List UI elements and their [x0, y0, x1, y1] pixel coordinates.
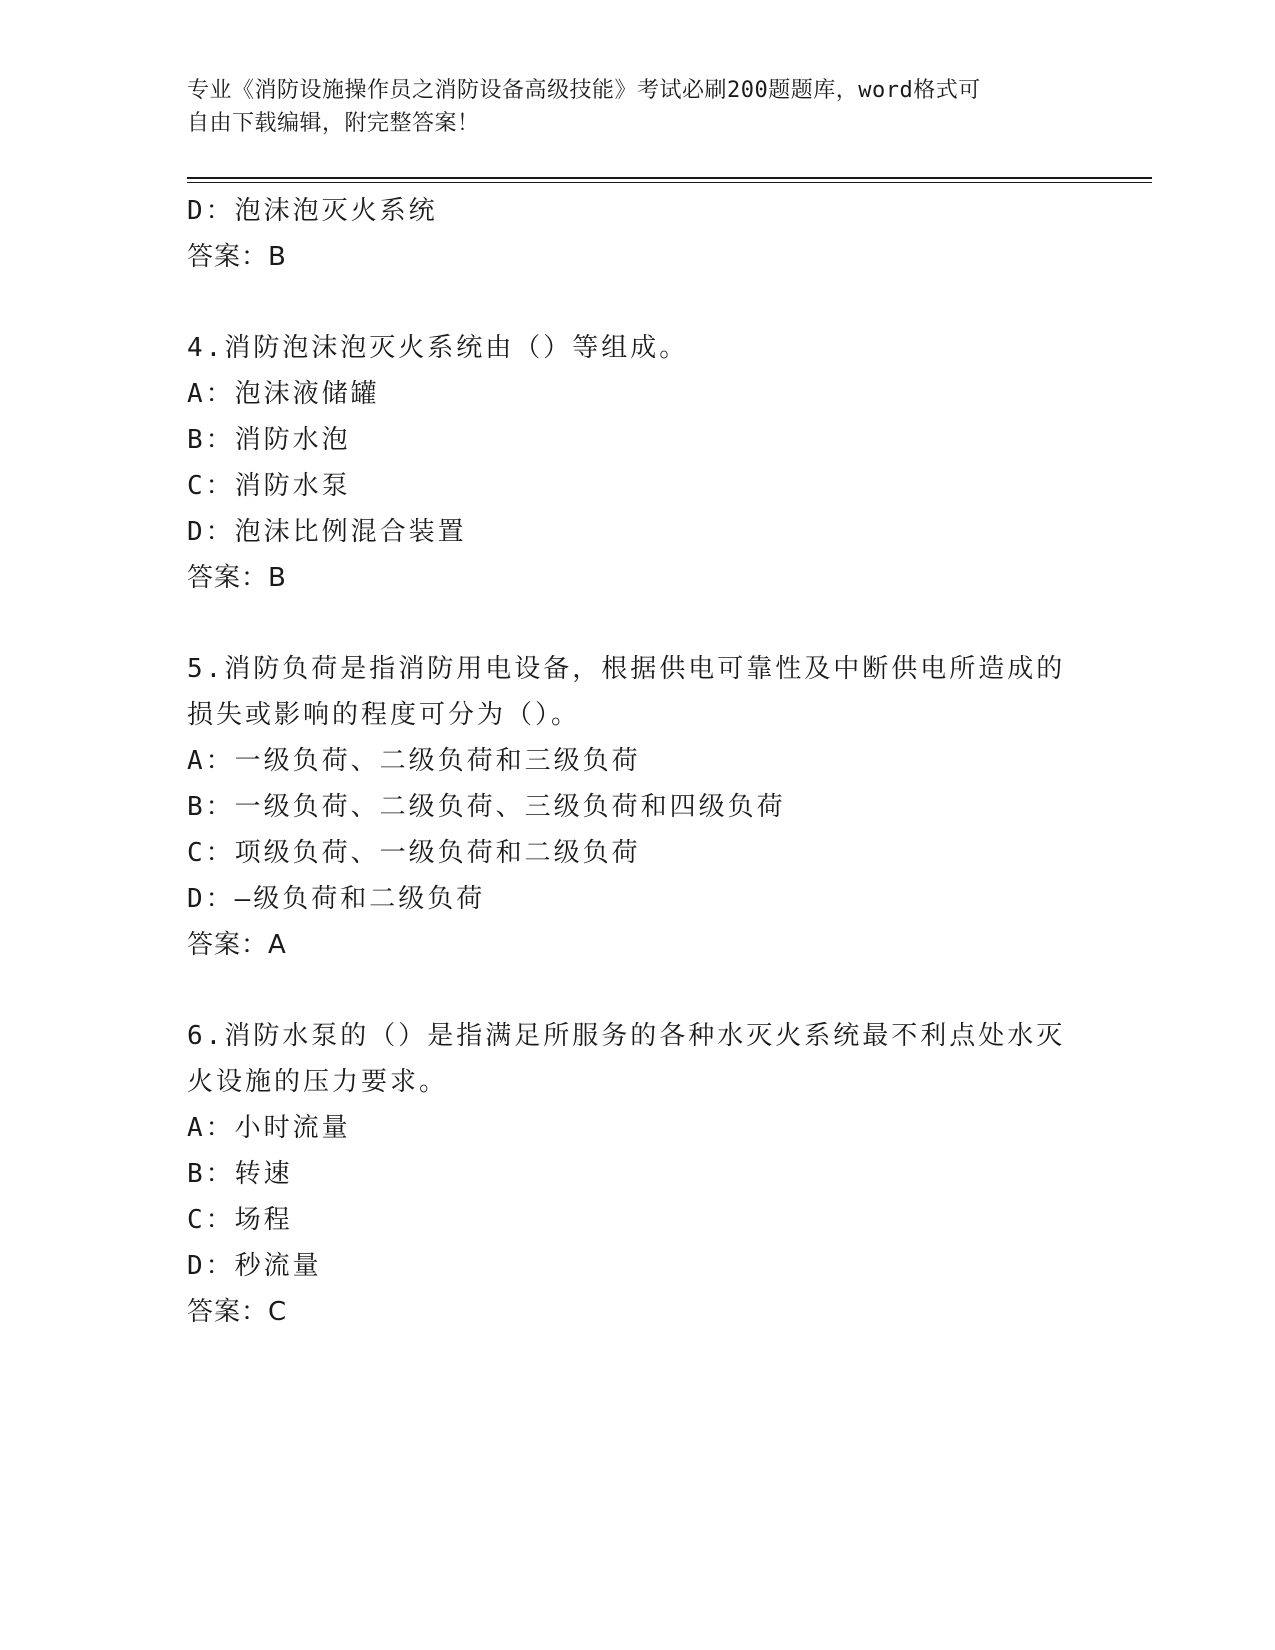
question-stem-line-2: 损失或影响的程度可分为（）。 [187, 700, 581, 730]
option-c: C：项级负荷、一级负荷和二级负荷 [187, 838, 641, 868]
option-d: D：秒流量 [187, 1251, 322, 1281]
question-stem-line-1: 6.消防水泵的（）是指满足所服务的各种水灭火系统最不利点处水灭 [187, 1021, 1066, 1051]
header-divider-thin [187, 182, 1152, 183]
option-b: B：一级负荷、二级负荷、三级负荷和四级负荷 [187, 792, 786, 822]
page-header [187, 74, 1067, 140]
option-c: C：场程 [187, 1205, 293, 1235]
answer: 答案：B [187, 242, 287, 272]
question-list [187, 188, 1087, 1335]
option-a: A：小时流量 [187, 1113, 351, 1143]
option-a: A：泡沫液储罐 [187, 379, 380, 409]
question-4 [187, 325, 1087, 601]
question-6 [187, 1013, 1087, 1335]
spacer [187, 601, 1087, 646]
answer: 答案：C [187, 1297, 288, 1327]
header-line-1: 专业《消防设施操作员之消防设备高级技能》考试必刷200题题库，word格式可 [187, 78, 981, 103]
question-5 [187, 646, 1087, 968]
option-d: D：泡沫泡灭火系统 [187, 196, 438, 226]
answer: 答案：A [187, 930, 287, 960]
option-d: D：—级负荷和二级负荷 [187, 884, 486, 914]
option-b: B：消防水泡 [187, 425, 351, 455]
header-line-2: 自由下载编辑，附完整答案！ [187, 111, 480, 136]
option-b: B：转速 [187, 1159, 293, 1189]
option-d: D：泡沫比例混合装置 [187, 517, 467, 547]
option-a: A：一级负荷、二级负荷和三级负荷 [187, 746, 641, 776]
question-stem-line-1: 5.消防负荷是指消防用电设备，根据供电可靠性及中断供电所造成的 [187, 654, 1066, 684]
option-c: C：消防水泵 [187, 471, 351, 501]
spacer [187, 280, 1087, 325]
header-divider-thick [187, 177, 1152, 179]
question-stem-line-2: 火设施的压力要求。 [187, 1067, 449, 1097]
answer: 答案：B [187, 563, 287, 593]
question-stem: 4.消防泡沫泡灭火系统由（）等组成。 [187, 333, 689, 363]
question-3-tail [187, 188, 1087, 280]
spacer [187, 968, 1087, 1013]
